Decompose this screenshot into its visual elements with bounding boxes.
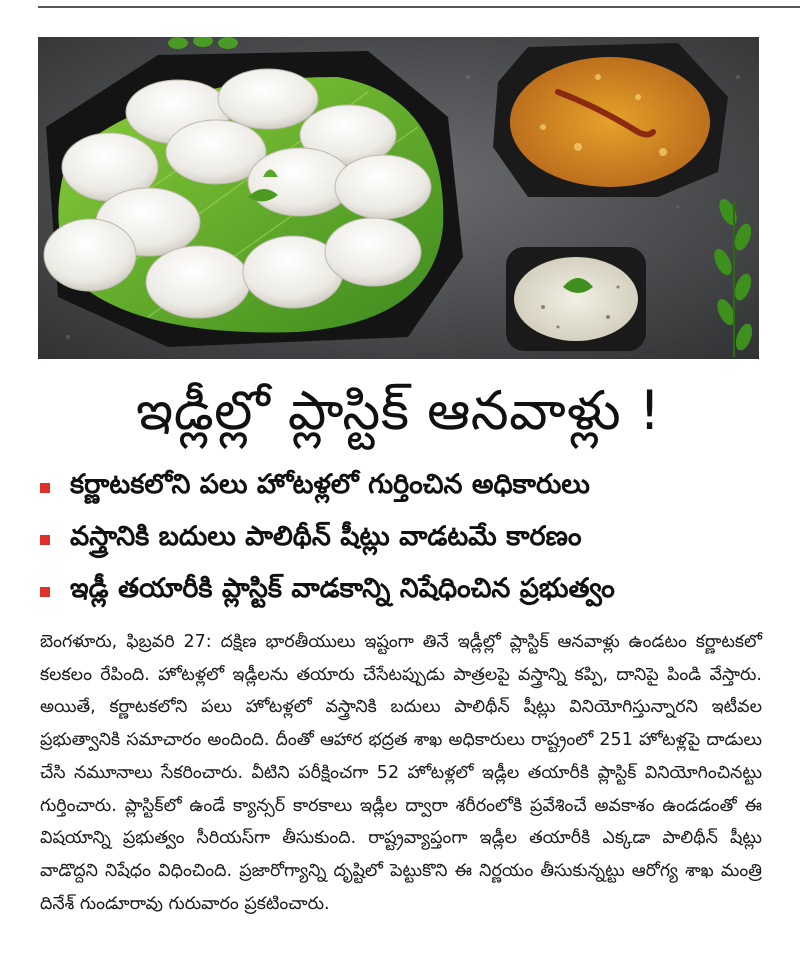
article-body: బెంగళూరు, ఫిబ్రవరి 27: దక్షిణ భారతీయులు ఇష్టంగా తినే ఇడ్లీల్లో ప్లాస్టిక్ ఆనవాళ్లు ఉండటం కర్ణాటకలో కలకలం రేపింది. హోటళ్లలో ఇడ్లీలను తయారు చేసేటప్పుడు పాత్రలపై వస్త్రాన్ని కప్పి, దానిపై పిండి వేస్తారు. అయితే, కర్ణాటకలోని పలు హోటళ్లలో వస్త్రానికి బదులు పాలిథీన్ షీట్లు వినియోగిస్తున్నారని ఇటీవల ప్రభుత్వానికి సమాచారం అందింది. దీంతో ఆహార భద్రత శాఖ అధికారులు రాష్ట్రంలో 251 హోటళ్లపై దాడులు చేసి నమూనాలు సేకరించారు. వీటిని పరీక్షించగా 52 హోటళ్లలో ఇడ్లీల తయారీకి ప్లాస్టిక్ వినియోగించినట్టు గుర్తించారు. ప్లాస్టిక్‌లో ఉండే క్యాన్సర్ కారకాలు ఇడ్లీల ద్వారా శరీరంలోకి ప్రవేశించే అవకాశం ఉండడంతో ఈ విషయాన్ని ప్రభుత్వం సీరియస్‌గా తీసుకుంది. రాష్ట్రవ్యాప్తంగా ఇడ్లీల తయారీకి ఎక్కడా పాలిథీన్ షీట్లు వాడొద్దని నిషేధం విధించింది. ప్రజారోగ్యాన్ని దృష్టిలో పెట్టుకొని ఈ నిర్ణయం తీసుకున్నట్టు ఆరోగ్య శాఖ మంత్రి దినేశ్ గుండూరావు గురువారం ప్రకటించారు. [40,632,762,914]
article-photo [38,37,759,359]
bullet-item [40,514,760,566]
bullet-square-icon [40,483,50,493]
bullet-square-icon [40,535,50,545]
headline: ఇడ్లీల్లో ప్లాస్టిక్ ఆనవాళ్లు ! [136,379,661,442]
bullet-text: ఇడ్లీ తయారీకి ప్లాస్టిక్ వాడకాన్ని నిషేధించిన ప్రభుత్వం [70,573,615,604]
bullet-text: కర్ణాటకలోని పలు హోటళ్లలో గుర్తించిన అధికారులు [70,469,590,500]
bullet-square-icon [40,587,50,597]
bullet-item [40,462,760,514]
bullet-item [40,566,760,618]
bullet-text: వస్త్రానికి బదులు పాలిథీన్ షీట్లు వాడటమే కారణం [70,521,582,552]
top-rule [38,6,800,8]
bullet-list [40,462,760,618]
